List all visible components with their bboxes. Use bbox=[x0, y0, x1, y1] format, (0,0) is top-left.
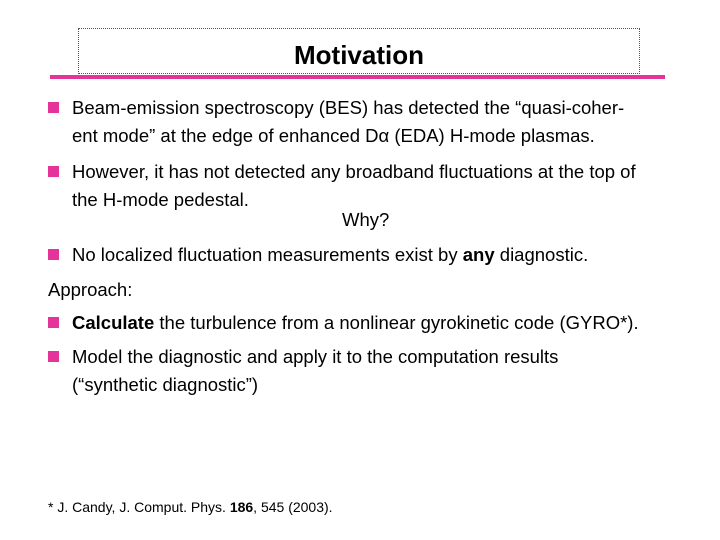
footnote-text: * J. Candy, J. Comput. Phys. bbox=[48, 499, 230, 515]
bullet-line: the H-mode pedestal. bbox=[72, 189, 249, 210]
bullet-text-part: No localized fluctuation measurements exist by bbox=[72, 244, 463, 265]
bullet-text bbox=[72, 343, 708, 399]
bullet-line: ent mode” at the edge of enhanced D bbox=[72, 125, 379, 146]
square-bullet-icon bbox=[48, 166, 59, 177]
square-bullet-icon bbox=[48, 317, 59, 328]
bullet-bold: Calculate bbox=[72, 312, 155, 333]
square-bullet-icon bbox=[48, 351, 59, 362]
footnote bbox=[48, 497, 333, 517]
footnote-text: , 545 (2003). bbox=[253, 499, 333, 515]
bullet-line: (EDA) H-mode plasmas. bbox=[389, 125, 595, 146]
square-bullet-icon bbox=[48, 102, 59, 113]
bullet-line: Beam-emission spectroscopy (BES) has detected the “quasi-coher- bbox=[72, 97, 625, 118]
bullet-calculate bbox=[48, 309, 708, 337]
square-bullet-icon bbox=[48, 249, 59, 260]
bullet-text bbox=[72, 94, 708, 150]
bullet-line: However, it has not detected any broadband fluctuations at the top of bbox=[72, 161, 636, 182]
footnote-volume: 186 bbox=[229, 499, 254, 515]
bullet-no-measurements bbox=[48, 241, 708, 269]
why-text: Why? bbox=[342, 209, 390, 230]
approach-label: Approach: bbox=[48, 279, 133, 300]
bullet-text bbox=[72, 241, 708, 269]
bullet-text-part: the turbulence from a nonlinear gyrokinetic code (GYRO*). bbox=[154, 312, 639, 333]
bullet-bes bbox=[48, 94, 708, 150]
bullet-line: Model the diagnostic and apply it to the computation results bbox=[72, 346, 559, 367]
title-underline bbox=[50, 75, 665, 79]
bullet-text bbox=[72, 158, 708, 214]
bullet-line: (“synthetic diagnostic”) bbox=[72, 374, 259, 395]
slide-title: Motivation bbox=[294, 40, 424, 70]
bullet-text-part: diagnostic. bbox=[494, 244, 589, 265]
alpha-symbol: α bbox=[378, 125, 390, 146]
bullet-model bbox=[48, 343, 708, 399]
bullet-text bbox=[72, 309, 708, 337]
bullet-bold: any bbox=[462, 244, 495, 265]
